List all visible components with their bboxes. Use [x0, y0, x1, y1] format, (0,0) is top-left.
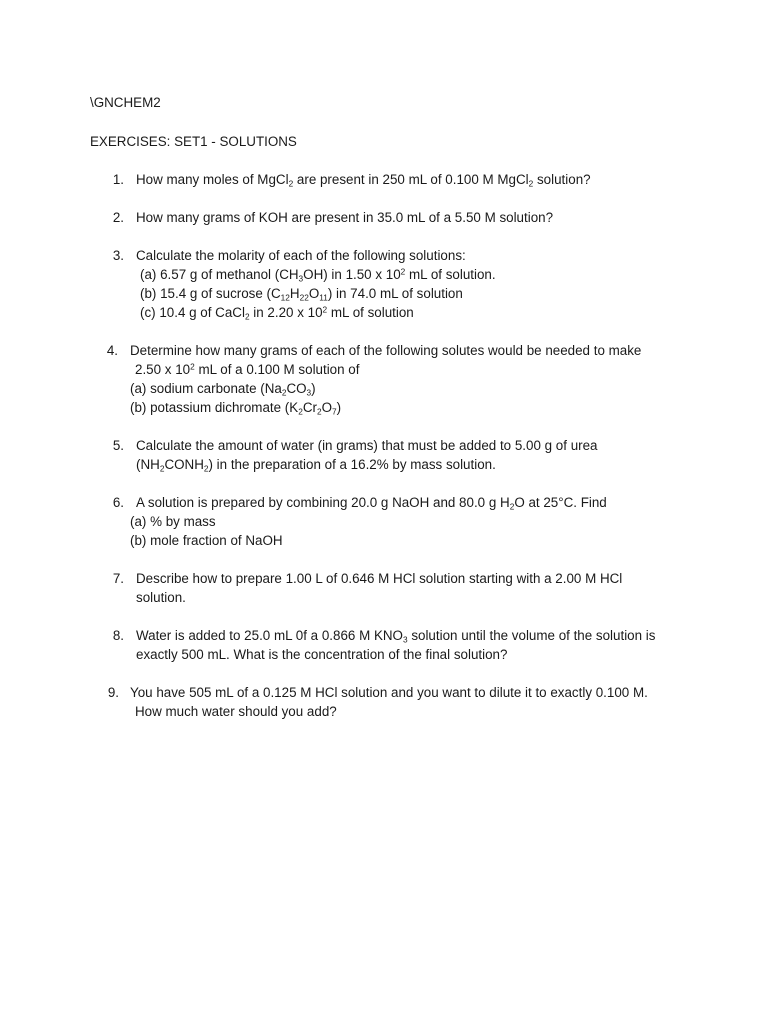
question-4-text: Determine how many grams of each of the following solutes would be needed to make	[130, 343, 642, 358]
question-8-number: 8.	[112, 628, 124, 643]
question-1-text: How many moles of MgCl$_2$ are present in 250 mL of 0.100 M MgCl$_2$ solution?	[136, 172, 591, 189]
question-3-part-a: (a) 6.57 g of methanol $(CH_3OH)$ in 1.50 x $10^2$ mL of solution.	[140, 266, 496, 284]
question-2-text: How many grams of KOH are present in 35.0 mL of a 5.50 M solution?	[136, 210, 554, 225]
question-6-number: 6.	[112, 495, 124, 510]
question-7-text-cont: solution.	[136, 590, 186, 605]
question-5-text: Calculate the amount of water (in grams) that must be added to 5.00 g of urea	[136, 438, 598, 453]
question-7-number: 7.	[112, 571, 124, 586]
question-3-part-c: (c) 10.4 g of CaCl$_2$ in 2.20 x $10^2$ mL of solution	[140, 304, 414, 322]
question-3-text: Calculate the molarity of each of the following solutions:	[136, 248, 466, 263]
course-code: \GNCHEM2	[90, 95, 161, 110]
question-2-number: 2.	[112, 210, 124, 225]
question-6-part-a: (a) % by mass	[130, 514, 216, 529]
question-4-part-a: (a) sodium carbonate $(Na_2CO_3)$	[130, 381, 316, 398]
question-3-number: 3.	[112, 248, 124, 263]
question-1-number: 1.	[112, 172, 124, 187]
question-5-number: 5.	[112, 438, 124, 453]
question-9-text-cont: How much water should you add?	[135, 704, 337, 719]
question-8-text: Water is added to 25.0 mL 0f a 0.866 M $KNO_3$ solution until the volume of the solution is	[136, 628, 656, 645]
question-5-text-cont: $(NH_2CONH_2)$ in the preparation of a 16.2% by mass solution.	[136, 457, 496, 474]
question-6-text: A solution is prepared by combining 20.0 g NaOH and 80.0 g $H_2O$ at 25°C. Find	[136, 495, 607, 512]
question-4-number: 4.	[106, 343, 118, 358]
question-3-part-b: (b) 15.4 g of sucrose $(C_{12}H_{22}O_{11})$ in 74.0 mL of solution	[140, 286, 463, 303]
page-title: EXERCISES: SET1 - SOLUTIONS	[90, 134, 297, 149]
question-4-text-cont: 2.50 x $10^2$ mL of a 0.100 M solution of	[135, 361, 360, 377]
question-6-part-b: (b) mole fraction of NaOH	[130, 533, 283, 548]
question-7-text: Describe how to prepare 1.00 L of 0.646 M HCl solution starting with a 2.00 M HCl	[136, 571, 623, 586]
question-4-part-b: (b) potassium dichromate $(K_2Cr_2O_7)$	[130, 400, 342, 417]
question-8-text-cont: exactly 500 mL. What is the concentration of the final solution?	[136, 647, 508, 662]
question-9-number: 9.	[107, 685, 119, 700]
question-9-text: You have 505 mL of a 0.125 M HCl solution and you want to dilute it to exactly 0.100 M.	[130, 685, 648, 700]
